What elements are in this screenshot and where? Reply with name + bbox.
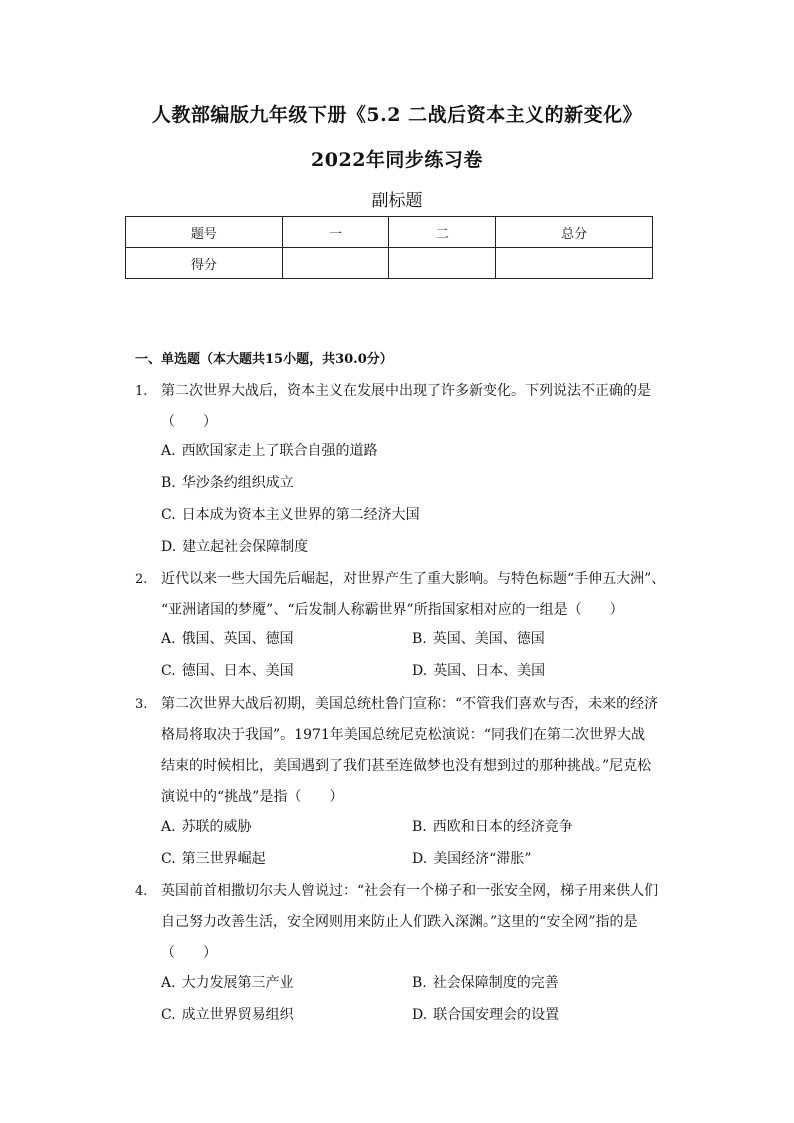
score-header-cell: 一 [282, 217, 389, 248]
option-letter: A. [161, 819, 176, 835]
option-letter: C. [161, 1007, 176, 1023]
question-text-line: 演说中的“挑战”是指（ ） [161, 789, 344, 805]
question-number: 1. [135, 384, 148, 399]
score-table-header-row [126, 217, 653, 248]
option-text: 大力发展第三产业 [181, 975, 294, 991]
option-text: 建立起社会保障制度 [182, 539, 309, 555]
option-text: 俄国、英国、德国 [181, 631, 294, 647]
question-text-line: 格局将取决于我国”。1971年美国总统尼克松演说：“同我们在第二次世界大战 [161, 727, 645, 743]
option-4b[interactable] [412, 972, 559, 992]
option-letter: C. [161, 507, 176, 523]
document-title-year: 2022年同步练习卷 [311, 149, 483, 171]
question-text-line: 英国前首相撒切尔夫人曾说过：“社会有一个梯子和一张安全网，梯子用来供人们 [161, 883, 659, 899]
option-letter: B. [161, 475, 176, 491]
score-header-cell: 题号 [126, 217, 283, 248]
score-cell [389, 248, 496, 279]
score-table-row [126, 248, 653, 279]
question-number: 4. [135, 884, 148, 899]
option-text: 苏联的威胁 [181, 819, 252, 835]
option-letter: A. [161, 631, 176, 647]
option-letter: D. [412, 1007, 428, 1023]
option-2c[interactable] [161, 660, 294, 680]
option-1d[interactable] [161, 536, 308, 556]
question-text-line: 自己努力改善生活，安全网则用来防止人们跌入深渊。”这里的“安全网”指的是 [161, 914, 638, 930]
document-title: 人教部编版九年级下册《5.2 二战后资本主义的新变化》 [151, 104, 643, 126]
option-text: 西欧国家走上了联合自强的道路 [181, 443, 378, 459]
question-text-line: 近代以来一些大国先后崛起，对世界产生了重大影响。与特色标题“手伸五大洲”、 [161, 571, 666, 587]
score-row-label: 得分 [126, 248, 283, 279]
score-table [125, 216, 653, 279]
option-2d[interactable] [412, 660, 545, 680]
option-text: 第三世界崛起 [181, 851, 266, 867]
option-letter: D. [412, 663, 428, 679]
option-2b[interactable] [412, 628, 545, 648]
option-letter: A. [161, 975, 176, 991]
section-heading: 一、单选题（本大题共15小题，共30.0分） [135, 352, 393, 367]
question-text-line: （ ） [161, 414, 217, 430]
option-1b[interactable] [161, 472, 294, 492]
option-letter: B. [412, 819, 427, 835]
option-letter: C. [161, 663, 176, 679]
option-text: 德国、日本、美国 [181, 663, 294, 679]
score-cell [282, 248, 389, 279]
option-4c[interactable] [161, 1004, 294, 1024]
option-1a[interactable] [161, 440, 378, 460]
option-letter: D. [412, 851, 428, 867]
option-text: 成立世界贸易组织 [181, 1007, 294, 1023]
option-letter: D. [161, 539, 177, 555]
option-text: 西欧和日本的经济竞争 [432, 819, 573, 835]
option-letter: C. [161, 851, 176, 867]
question-number: 2. [135, 572, 148, 587]
option-3b[interactable] [412, 816, 573, 836]
question-text-line: “亚洲诸国的梦魇”、“后发制人称霸世界”所指国家相对应的一组是（ ） [161, 602, 624, 618]
question-text-line: 结束的时候相比，美国遇到了我们甚至连做梦也没有想到过的那种挑战。”尼克松 [161, 758, 652, 774]
option-1c[interactable] [161, 504, 420, 524]
score-header-cell: 总分 [496, 217, 653, 248]
score-header-cell: 二 [389, 217, 496, 248]
option-text: 英国、日本、美国 [433, 663, 546, 679]
score-cell [496, 248, 653, 279]
option-text: 日本成为资本主义世界的第二经济大国 [181, 507, 420, 523]
question-number: 3. [135, 697, 148, 712]
option-2a[interactable] [161, 628, 294, 648]
option-text: 联合国安理会的设置 [433, 1007, 560, 1023]
option-letter: B. [412, 631, 427, 647]
option-text: 华沙条约组织成立 [181, 475, 294, 491]
option-3a[interactable] [161, 816, 252, 836]
option-letter: B. [412, 975, 427, 991]
question-text-line: 第二次世界大战后初期，美国总统杜鲁门宣称：“不管我们喜欢与否，未来的经济 [161, 696, 659, 712]
option-letter: A. [161, 443, 176, 459]
option-text: 英国、美国、德国 [432, 631, 545, 647]
question-text-line: 第二次世界大战后，资本主义在发展中出现了许多新变化。下列说法不正确的是 [161, 383, 651, 399]
option-text: 社会保障制度的完善 [432, 975, 559, 991]
document-subtitle: 副标题 [371, 191, 423, 211]
option-3c[interactable] [161, 848, 266, 868]
option-4d[interactable] [412, 1004, 559, 1024]
question-text-line: （ ） [161, 945, 217, 961]
option-4a[interactable] [161, 972, 294, 992]
option-3d[interactable] [412, 848, 532, 868]
option-text: 美国经济“滞胀” [433, 851, 532, 867]
